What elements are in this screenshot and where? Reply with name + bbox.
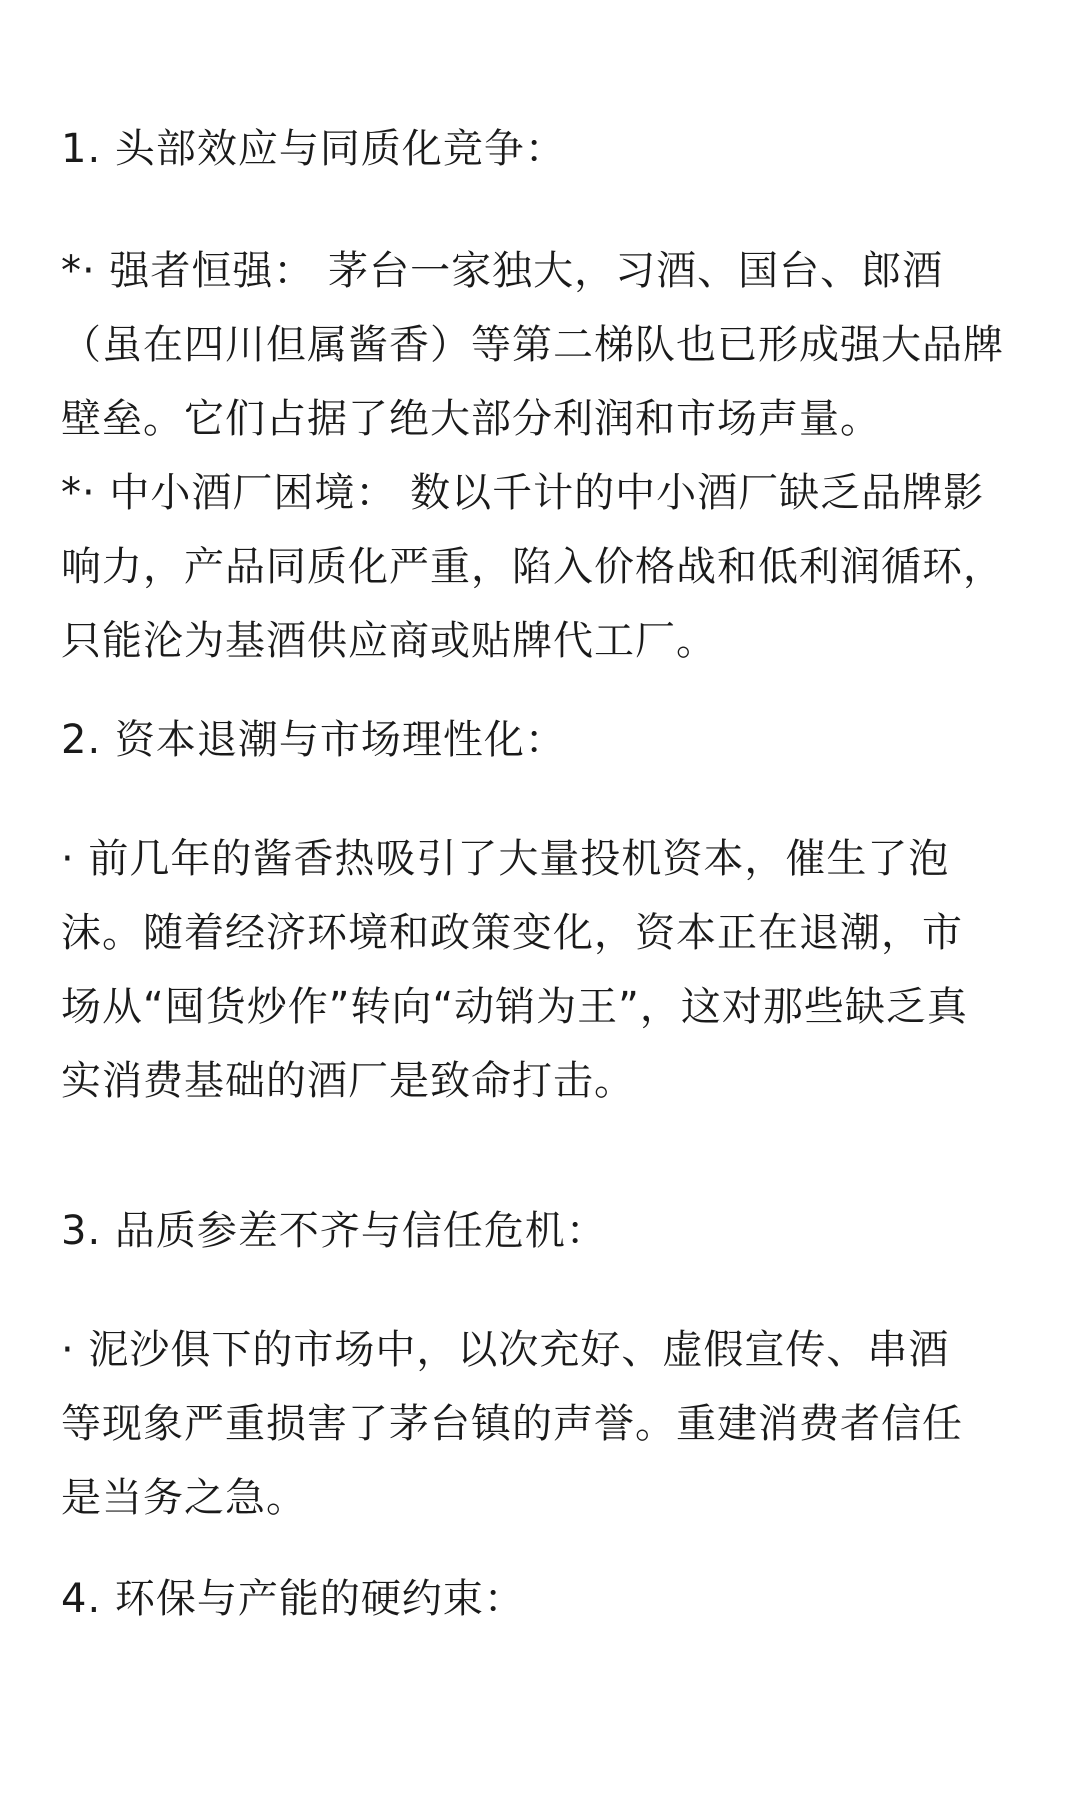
paragraph-line: （虽在四川但属酱香）等第二梯队也已形成强大品牌 [61, 322, 1004, 368]
section-1-point-1 [61, 234, 1031, 456]
section-3-heading [61, 1194, 1031, 1268]
paragraph-line: *· 强者恒强： 茅台一家独大，习酒、国台、郎酒 [61, 248, 944, 294]
paragraph-line: 是当务之急。 [61, 1475, 307, 1521]
section-1-heading [61, 112, 1031, 186]
paragraph-line: 场从“囤货炒作”转向“动销为王”，这对那些缺乏真 [61, 984, 968, 1030]
section-2-heading [61, 703, 1031, 777]
section-1-point-2 [61, 456, 1031, 678]
heading-text: 3. 品质参差不齐与信任危机： [61, 1208, 607, 1254]
section-4-heading [61, 1562, 1031, 1636]
paragraph-line: 只能沦为基酒供应商或贴牌代工厂。 [61, 618, 717, 664]
paragraph-line: 实消费基础的酒厂是致命打击。 [61, 1058, 635, 1104]
paragraph-line: · 泥沙俱下的市场中，以次充好、虚假宣传、串酒 [61, 1327, 950, 1373]
section-3-point-1 [61, 1313, 1031, 1535]
heading-text: 2. 资本退潮与市场理性化： [61, 717, 566, 763]
heading-text: 1. 头部效应与同质化竞争： [61, 126, 566, 172]
paragraph-line: 响力，产品同质化严重，陷入价格战和低利润循环， [61, 544, 1004, 590]
paragraph-line: 壁垒。它们占据了绝大部分利润和市场声量。 [61, 396, 881, 442]
heading-text: 4. 环保与产能的硬约束： [61, 1576, 525, 1622]
paragraph-line: 等现象严重损害了茅台镇的声誉。重建消费者信任 [61, 1401, 963, 1447]
paragraph-line: *· 中小酒厂困境： 数以千计的中小酒厂缺乏品牌影 [61, 470, 985, 516]
paragraph-line: 沫。随着经济环境和政策变化，资本正在退潮，市 [61, 910, 963, 956]
paragraph-line: · 前几年的酱香热吸引了大量投机资本，催生了泡 [61, 836, 950, 882]
section-2-point-1 [61, 822, 1031, 1118]
